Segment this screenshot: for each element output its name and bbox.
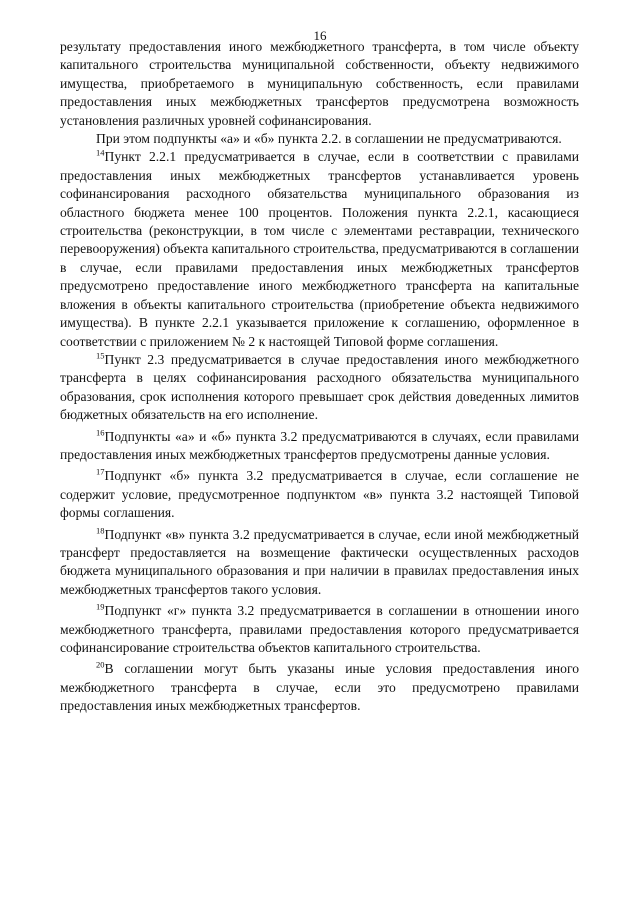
footnote-text: Пункт 2.3 предусматривается в случае предоставления иного межбюджетного трансферта в целях софинансирования расходного обязательства муниципального образования, срок исполнения которого превышает срок действия доведенных лимитов бюджетных обязательств на его исполнение.: [60, 351, 579, 423]
footnote-text: Подпункт «в» пункта 3.2 предусматривается в случае, если иной межбюджетный трансферт предоставляется на возмещение фактически осуществленных расходов бюджета муниципального образования и при наличии в правилах предоставления иных межбюджетных трансфертов такого условия.: [60, 526, 579, 597]
document-body: [60, 38, 579, 716]
footnote-text: Подпункты «а» и «б» пункта 3.2 предусматриваются в случаях, если правилами предоставления иных межбюджетных трансфертов предусмотрены данные условия.: [60, 428, 579, 462]
paragraph-text: результату предоставления иного межбюджетного трансферта, в том числе объекту капитального строительства муниципальной собственности, объекту недвижимого имущества, приобретаемого в муниципальную собственность, если правилами предоставления иных межбюджетных трансфертов предусмотрена возможность установления различных уровней софинансирования.: [60, 39, 579, 128]
footnote-marker: 14: [96, 147, 105, 158]
footnote-18: [60, 526, 579, 600]
page-number: 16: [313, 28, 327, 43]
footnote-text: Подпункт «б» пункта 3.2 предусматривается в случае, если соглашение не содержит условие, предусмотренное подпунктом «в» пункта 3.2 настоящей Типовой формы соглашения.: [60, 468, 579, 521]
footnote-marker: 16: [96, 427, 105, 437]
footnote-20: [60, 660, 579, 715]
footnote-text: Подпункт «г» пункта 3.2 предусматривается в соглашении в отношении иного межбюджетного трансферта, правилами предоставления которого предусматривается софинансирование строительства объектов капитального строительства.: [60, 603, 579, 655]
footnote-17: [60, 467, 579, 522]
footnote-19: [60, 602, 579, 657]
footnote-marker: 20: [96, 659, 105, 670]
paragraph-continuation: [60, 38, 579, 130]
footnote-text: В соглашении могут быть указаны иные условия предоставления иного межбюджетного трансферта в случае, если это предусмотрено правилами предоставления иных межбюджетных трансфертов.: [60, 661, 579, 714]
paragraph: [60, 130, 579, 148]
footnote-text: Пункт 2.2.1 предусматривается в случае, если в соответствии с правилами предоставления иных межбюджетных трансфертов устанавливается уровень софинансирования расходного обязательства муниципального образования из областного бюджета менее 100 процентов. Положения пункта 2.2.1, касающиеся строительства (реконструкции, в том числе с элементами реставрации, технического перевооружения) объекта капитального строительства, предусматриваются в соглашении в случае, если правилами предоставления иных межбюджетных трансфертов предусмотрено предоставление иного межбюджетного трансферта на капитальные вложения в объекты капитального строительства (приобретение объекта недвижимого имущества). В пункте 2.2.1 указывается приложение к соглашению, оформленное в соответствии с приложением № 2 к настоящей Типовой форме соглашения.: [60, 149, 579, 349]
footnote-14: [60, 148, 579, 350]
footnote-marker: 18: [96, 525, 105, 536]
footnote-15: [60, 351, 579, 425]
footnote-marker: 17: [96, 466, 105, 477]
footnote-marker: 15: [96, 350, 105, 361]
footnote-16: [60, 428, 579, 465]
footnote-marker: 19: [96, 601, 105, 612]
paragraph-text: При этом подпункты «а» и «б» пункта 2.2. в соглашении не предусматриваются.: [96, 131, 562, 147]
